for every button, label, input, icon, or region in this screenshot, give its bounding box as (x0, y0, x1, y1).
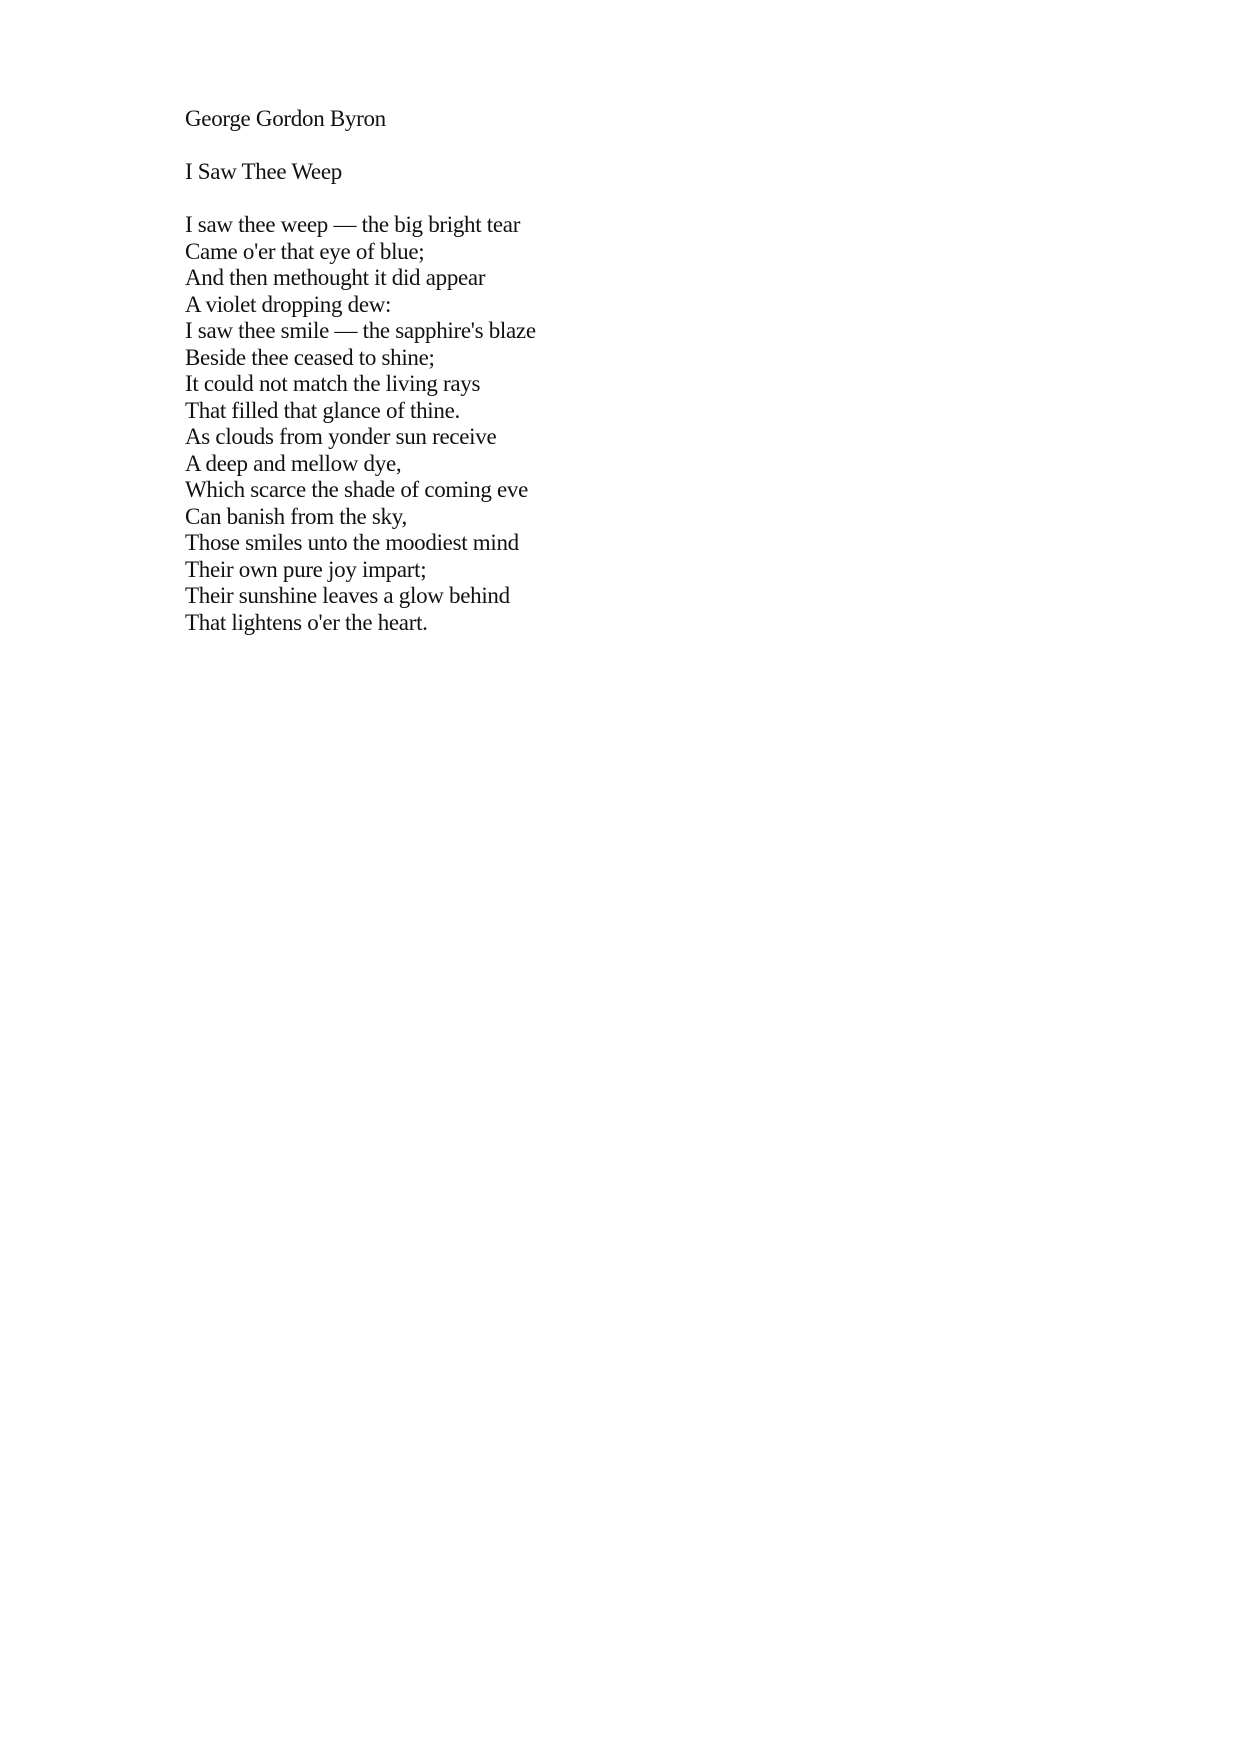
poem-line: As clouds from yonder sun receive (185, 424, 497, 449)
poem-line: Came o'er that eye of blue; (185, 238, 425, 264)
poem-line: It could not match the living rays (185, 371, 481, 396)
author-name: George Gordon Byron (185, 106, 386, 131)
poem-title: I Saw Thee Weep (185, 159, 342, 184)
poem-line: I saw thee smile — the sapphire's blaze (185, 318, 536, 343)
poem-line: Which scarce the shade of coming eve (185, 477, 528, 502)
poem-line: A deep and mellow dye, (185, 450, 402, 476)
poem-line: And then methought it did appear (185, 265, 486, 290)
poem-line: That filled that glance of thine. (185, 397, 460, 423)
poem-body (185, 212, 885, 636)
poem-line: A violet dropping dew: (185, 291, 392, 317)
poem-line: Can banish from the sky, (185, 503, 407, 529)
document-content (185, 106, 885, 636)
poem-line: Beside thee ceased to shine; (185, 344, 435, 370)
poem-line: Those smiles unto the moodiest mind (185, 530, 519, 555)
poem-line: Their own pure joy impart; (185, 556, 427, 582)
poem-line: I saw thee weep — the big bright tear (185, 212, 521, 237)
poem-line: Their sunshine leaves a glow behind (185, 583, 510, 608)
poem-line: That lightens o'er the heart. (185, 609, 428, 635)
